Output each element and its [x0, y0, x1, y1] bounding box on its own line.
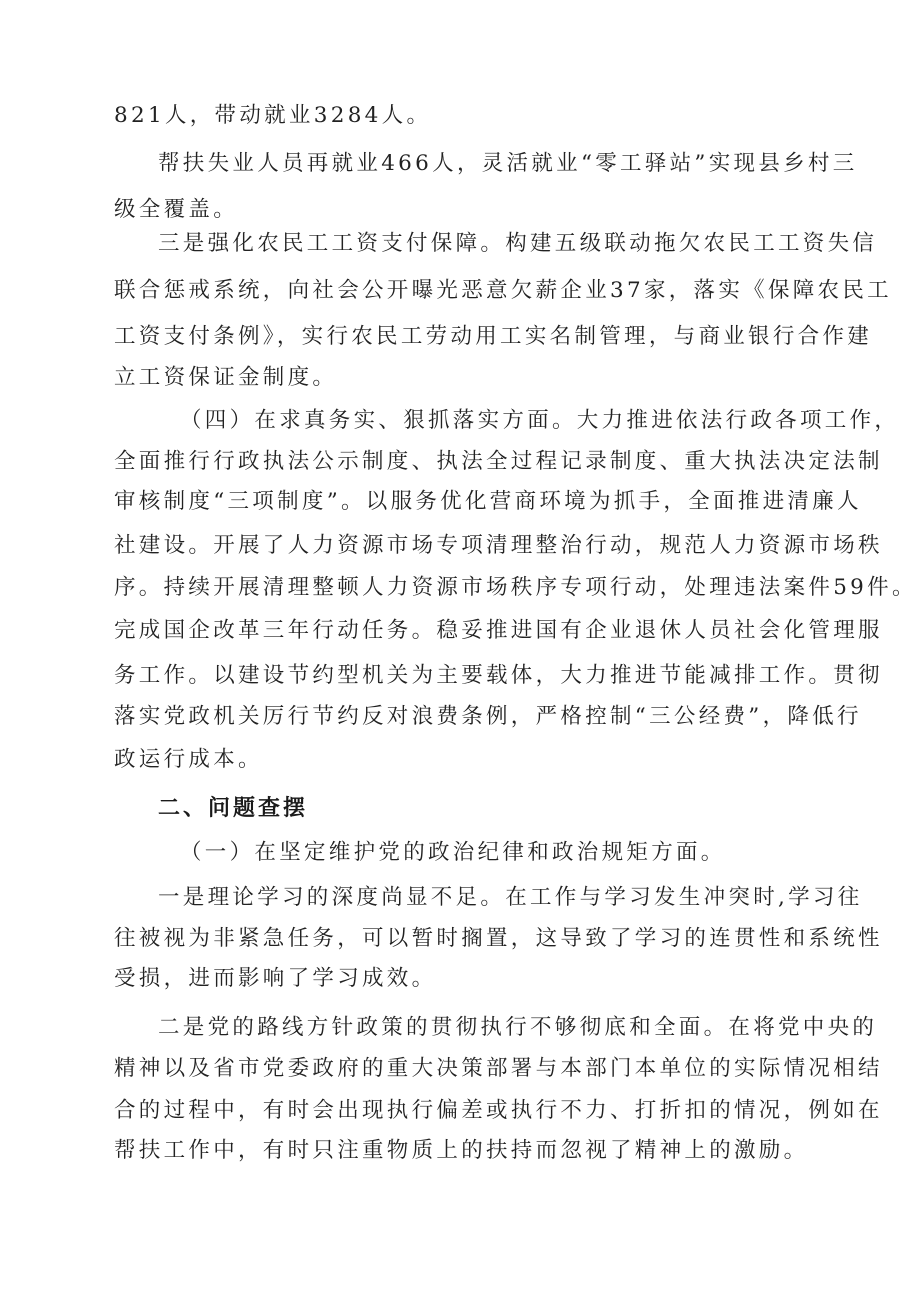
paragraph-line: 合的过程中，有时会出现执行偏差或执行不力、打折扣的情况，例如在	[114, 1098, 883, 1123]
paragraph-line: 全面推行行政执法公示制度、执法全过程记录制度、重大执法决定法制	[114, 449, 883, 474]
paragraph-line: 社建设。开展了人力资源市场专项清理整治行动，规范人力资源市场秩	[114, 533, 883, 558]
paragraph-line: 审核制度“三项制度”。以服务优化营商环境为抓手，全面推进清廉人	[114, 489, 862, 514]
paragraph-line: 政运行成本。	[114, 747, 263, 772]
paragraph-line: （一）在坚定维护党的政治纪律和政治规矩方面。	[180, 840, 726, 865]
paragraph-line: 帮扶失业人员再就业466人，灵活就业“零工驿站”实现县乡村三	[158, 151, 858, 176]
paragraph-line: 二是党的路线方针政策的贯彻执行不够彻底和全面。在将党中央的	[158, 1015, 878, 1040]
paragraph-line: 往被视为非紧急任务，可以暂时搁置，这导致了学习的连贯性和系统性	[114, 926, 883, 951]
paragraph-line: 工资支付条例》，实行农民工劳动用工实名制管理，与商业银行合作建	[114, 324, 873, 349]
paragraph-line: 受损，进而影响了学习成效。	[114, 966, 437, 991]
paragraph-line: 完成国企改革三年行动任务。稳妥推进国有企业退休人员社会化管理服	[114, 618, 883, 643]
paragraph-line: 821人，带动就业3284人。	[114, 103, 432, 128]
paragraph-line: 精神以及省市党委政府的重大决策部署与本部门本单位的实际情况相结	[114, 1056, 883, 1081]
paragraph-line: 序。持续开展清理整顿人力资源市场秩序专项行动，处理违法案件59件。	[114, 575, 917, 600]
paragraph-line: 落实党政机关厉行节约反对浪费条例，严格控制“三公经费”，降低行	[114, 704, 862, 729]
paragraph-line: 帮扶工作中，有时只注重物质上的扶持而忽视了精神上的激励。	[114, 1138, 809, 1163]
paragraph-line: 三是强化农民工工资支付保障。构建五级联动拖欠农民工工资失信	[158, 231, 878, 256]
section-heading: 二、问题查摆	[158, 796, 309, 821]
paragraph-line: 务工作。以建设节约型机关为主要载体，大力推进节能减排工作。贯彻	[114, 663, 883, 688]
paragraph-line: 立工资保证金制度。	[114, 365, 338, 390]
paragraph-line: （四）在求真务实、狠抓落实方面。大力推进依法行政各项工作，	[180, 408, 900, 433]
paragraph-line: 级全覆盖。	[114, 197, 239, 222]
paragraph-line: 一是理论学习的深度尚显不足。在工作与学习发生冲突时,学习往	[158, 885, 863, 910]
paragraph-line: 联合惩戒系统，向社会公开曝光恶意欠薪企业37家，落实《保障农民工	[114, 278, 892, 303]
